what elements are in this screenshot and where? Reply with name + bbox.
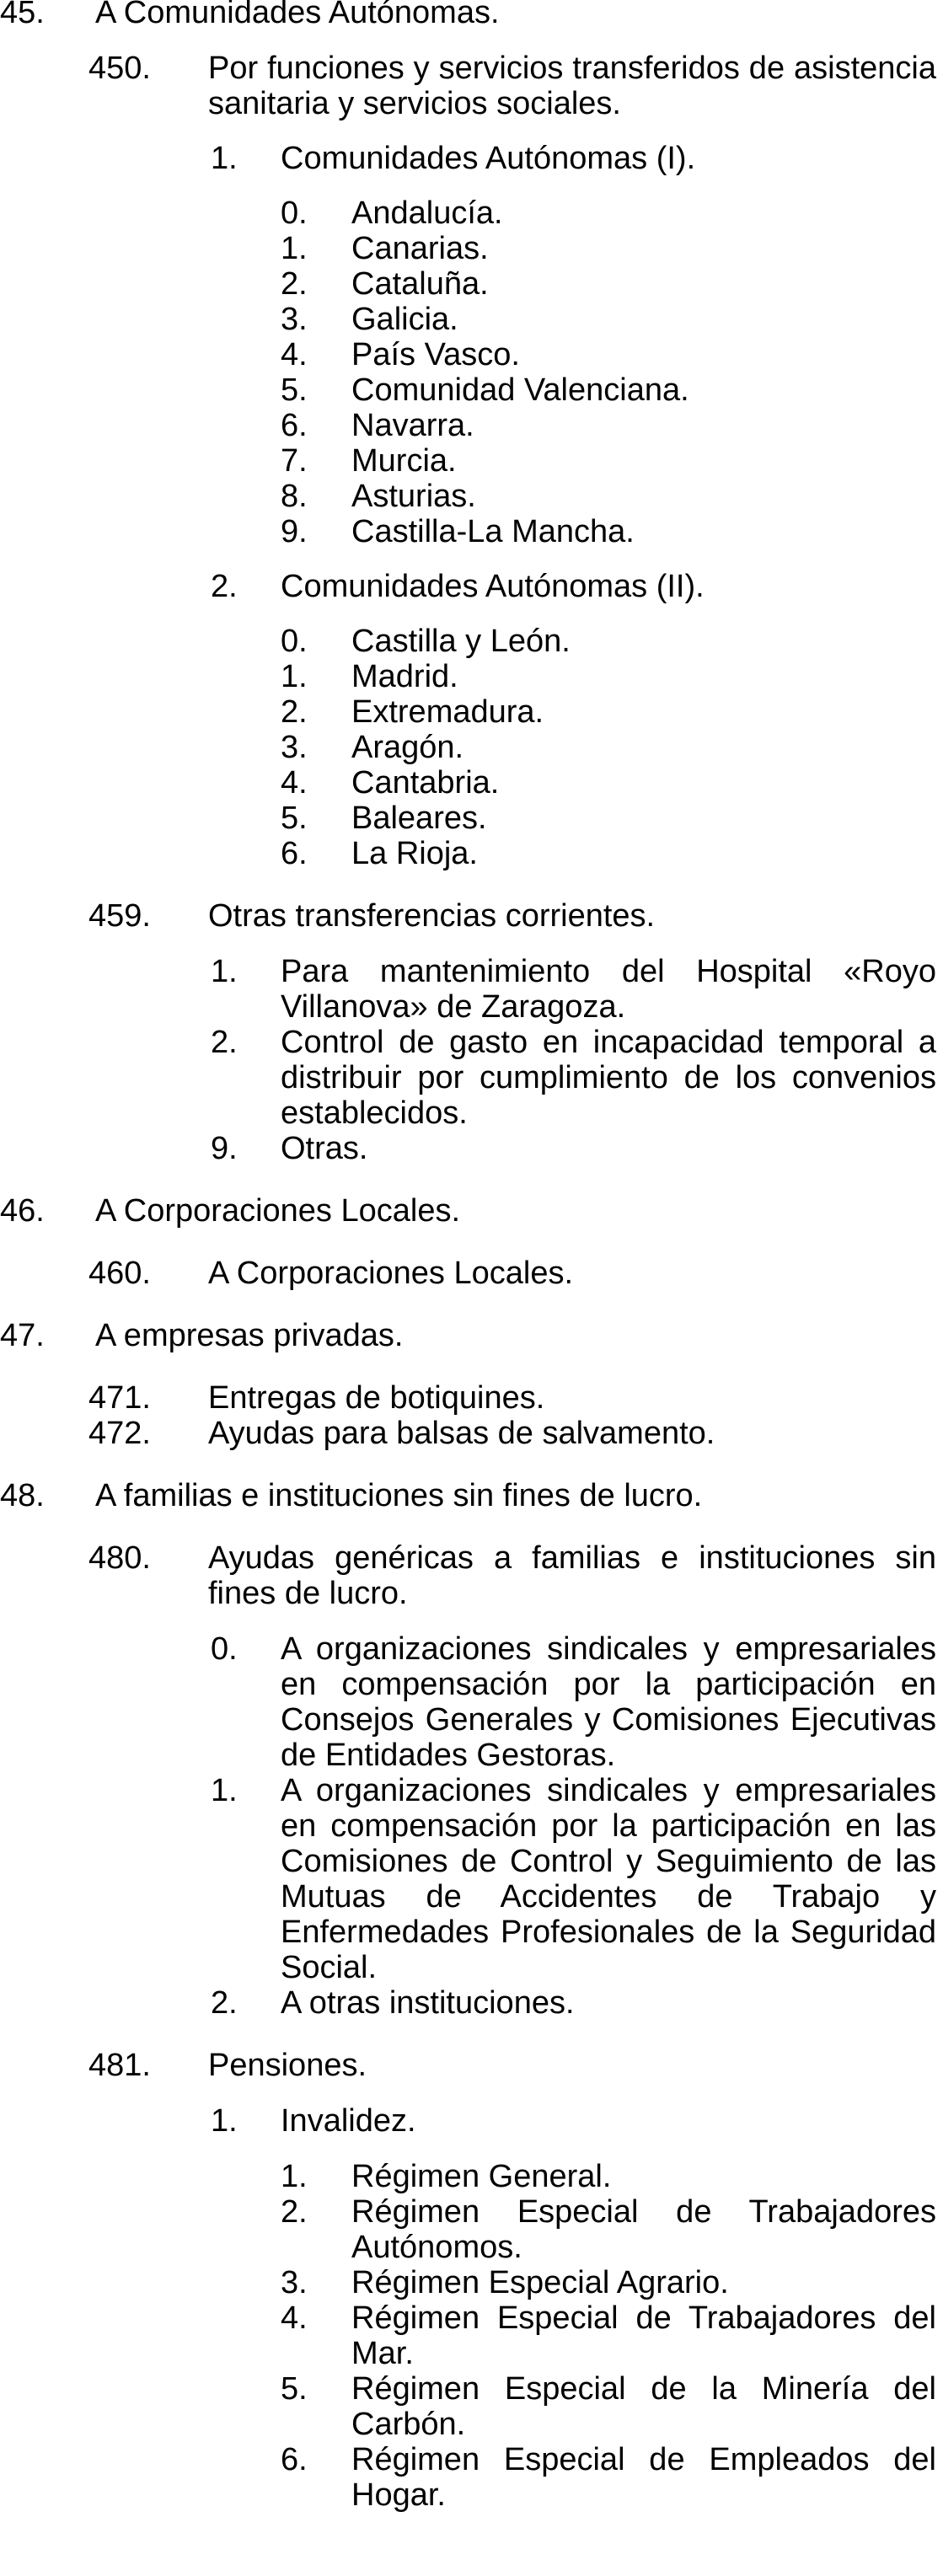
item-number: 0.	[281, 195, 308, 231]
list-item	[0, 443, 943, 479]
list-item	[0, 1380, 943, 1416]
item-number: 2.	[211, 1025, 238, 1060]
item-text: A Corporaciones Locales.	[208, 1256, 574, 1291]
item-number: 3.	[281, 730, 308, 765]
item-number: 1.	[211, 141, 238, 176]
item-text: Comunidad Valenciana.	[351, 372, 689, 408]
item-number: 1.	[281, 231, 308, 266]
list-item	[0, 0, 943, 30]
list-item	[0, 302, 943, 337]
item-text: Cataluña.	[351, 266, 489, 302]
item-text: Galicia.	[351, 302, 458, 337]
list-item	[0, 231, 943, 266]
item-number: 7.	[281, 443, 308, 479]
item-text: Otras transferencias corrientes.	[208, 898, 656, 934]
item-text: Canarias.	[351, 231, 489, 266]
item-number: 472.	[88, 1416, 151, 1451]
item-number: 6.	[281, 836, 308, 871]
list-item	[0, 2048, 943, 2083]
item-text: Régimen Especial de la Minería del Carbón.	[351, 2371, 936, 2442]
item-number: 9.	[211, 1131, 238, 1166]
list-item	[0, 1318, 943, 1353]
list-item	[0, 51, 943, 121]
item-text: A organizaciones sindicales y empresariales en compensación por la participación en las Comisiones de Control y Seguimiento de las Mutuas de Accidentes de Trabajo y Enfermedades Profesionales de la Seguridad Social.	[281, 1773, 936, 1985]
item-number: 3.	[281, 2265, 308, 2300]
item-text: La Rioja.	[351, 836, 478, 871]
list-item	[0, 1256, 943, 1291]
item-number: 5.	[281, 372, 308, 408]
list-item	[0, 1416, 943, 1451]
list-item	[0, 2300, 943, 2371]
item-text: Régimen Especial de Trabajadores Autónomos.	[351, 2194, 936, 2265]
list-item	[0, 730, 943, 765]
item-number: 45.	[0, 0, 45, 30]
item-text: A Corporaciones Locales.	[95, 1193, 461, 1229]
item-text: Otras.	[281, 1131, 368, 1166]
list-item	[0, 514, 943, 549]
item-number: 1.	[281, 659, 308, 694]
item-number: 1.	[211, 1773, 238, 1808]
list-item	[0, 1131, 943, 1166]
item-text: Régimen General.	[351, 2159, 612, 2194]
item-text: Ayudas para balsas de salvamento.	[208, 1416, 715, 1451]
item-number: 1.	[211, 954, 238, 989]
item-text: A organizaciones sindicales y empresariales en compensación por la participación en Consejos Generales y Comisiones Ejecutivas de Entidades Gestoras.	[281, 1631, 936, 1773]
item-number: 4.	[281, 337, 308, 372]
item-number: 2.	[281, 694, 308, 730]
item-number: 8.	[281, 479, 308, 514]
list-item	[0, 266, 943, 302]
item-text: Andalucía.	[351, 195, 503, 231]
list-item	[0, 1193, 943, 1229]
item-text: Régimen Especial Agrario.	[351, 2265, 729, 2300]
item-text: Cantabria.	[351, 765, 500, 801]
item-text: A otras instituciones.	[281, 1985, 575, 2021]
item-text: Comunidades Autónomas (I).	[281, 141, 696, 176]
item-number: 9.	[281, 514, 308, 549]
list-item	[0, 1025, 943, 1131]
item-text: País Vasco.	[351, 337, 520, 372]
item-text: Comunidades Autónomas (II).	[281, 569, 705, 604]
list-item	[0, 898, 943, 934]
list-item	[0, 801, 943, 836]
item-text: Navarra.	[351, 408, 474, 443]
item-text: Invalidez.	[281, 2103, 416, 2139]
list-item	[0, 479, 943, 514]
list-item	[0, 195, 943, 231]
item-text: Asturias.	[351, 479, 476, 514]
item-number: 2.	[281, 266, 308, 302]
item-number: 5.	[281, 2371, 308, 2407]
item-text: Aragón.	[351, 730, 464, 765]
item-number: 0.	[281, 624, 308, 659]
list-item	[0, 141, 943, 176]
item-text: A familias e instituciones sin fines de lucro.	[95, 1478, 703, 1513]
item-number: 46.	[0, 1193, 45, 1229]
item-text: A Comunidades Autónomas.	[95, 0, 500, 30]
list-item	[0, 2442, 943, 2513]
item-text: Murcia.	[351, 443, 457, 479]
item-text: Control de gasto en incapacidad temporal a distribuir por cumplimiento de los convenios establecidos.	[281, 1025, 936, 1131]
item-text: Ayudas genéricas a familias e instituciones sin fines de lucro.	[208, 1540, 936, 1611]
item-number: 2.	[211, 1985, 238, 2021]
list-item	[0, 2103, 943, 2139]
list-item	[0, 624, 943, 659]
item-number: 480.	[88, 1540, 151, 1576]
list-item	[0, 765, 943, 801]
list-item	[0, 2371, 943, 2442]
item-number: 4.	[281, 765, 308, 801]
list-item	[0, 1985, 943, 2021]
list-item	[0, 954, 943, 1025]
item-number: 2.	[211, 569, 238, 604]
list-item	[0, 408, 943, 443]
item-number: 6.	[281, 2442, 308, 2477]
item-text: Régimen Especial de Empleados del Hogar.	[351, 2442, 936, 2513]
item-number: 450.	[88, 51, 151, 86]
item-number: 481.	[88, 2048, 151, 2083]
list-item	[0, 2159, 943, 2194]
item-number: 47.	[0, 1318, 45, 1353]
list-item	[0, 1540, 943, 1611]
item-text: Extremadura.	[351, 694, 544, 730]
list-item	[0, 1773, 943, 1985]
item-text: Castilla y León.	[351, 624, 571, 659]
item-text: Pensiones.	[208, 2048, 367, 2083]
item-number: 48.	[0, 1478, 45, 1513]
list-item	[0, 659, 943, 694]
item-text: Baleares.	[351, 801, 487, 836]
item-number: 2.	[281, 2194, 308, 2230]
item-text: Entregas de botiquines.	[208, 1380, 545, 1416]
item-number: 6.	[281, 408, 308, 443]
list-item	[0, 694, 943, 730]
list-item	[0, 569, 943, 604]
item-number: 459.	[88, 898, 151, 934]
item-text: Madrid.	[351, 659, 458, 694]
item-number: 1.	[211, 2103, 238, 2139]
item-text: Por funciones y servicios transferidos de asistencia sanitaria y servicios sociales.	[208, 51, 936, 121]
item-text: Régimen Especial de Trabajadores del Mar.	[351, 2300, 936, 2371]
list-item	[0, 2265, 943, 2300]
item-text: Para mantenimiento del Hospital «Royo Villanova» de Zaragoza.	[281, 954, 936, 1025]
item-number: 0.	[211, 1631, 238, 1667]
item-number: 471.	[88, 1380, 151, 1416]
list-item	[0, 836, 943, 871]
list-item	[0, 337, 943, 372]
item-number: 460.	[88, 1256, 151, 1291]
list-item	[0, 1478, 943, 1513]
item-number: 5.	[281, 801, 308, 836]
list-item	[0, 2194, 943, 2265]
item-number: 4.	[281, 2300, 308, 2336]
item-text: Castilla-La Mancha.	[351, 514, 635, 549]
item-number: 3.	[281, 302, 308, 337]
item-text: A empresas privadas.	[95, 1318, 404, 1353]
list-item	[0, 372, 943, 408]
list-item	[0, 1631, 943, 1773]
item-number: 1.	[281, 2159, 308, 2194]
